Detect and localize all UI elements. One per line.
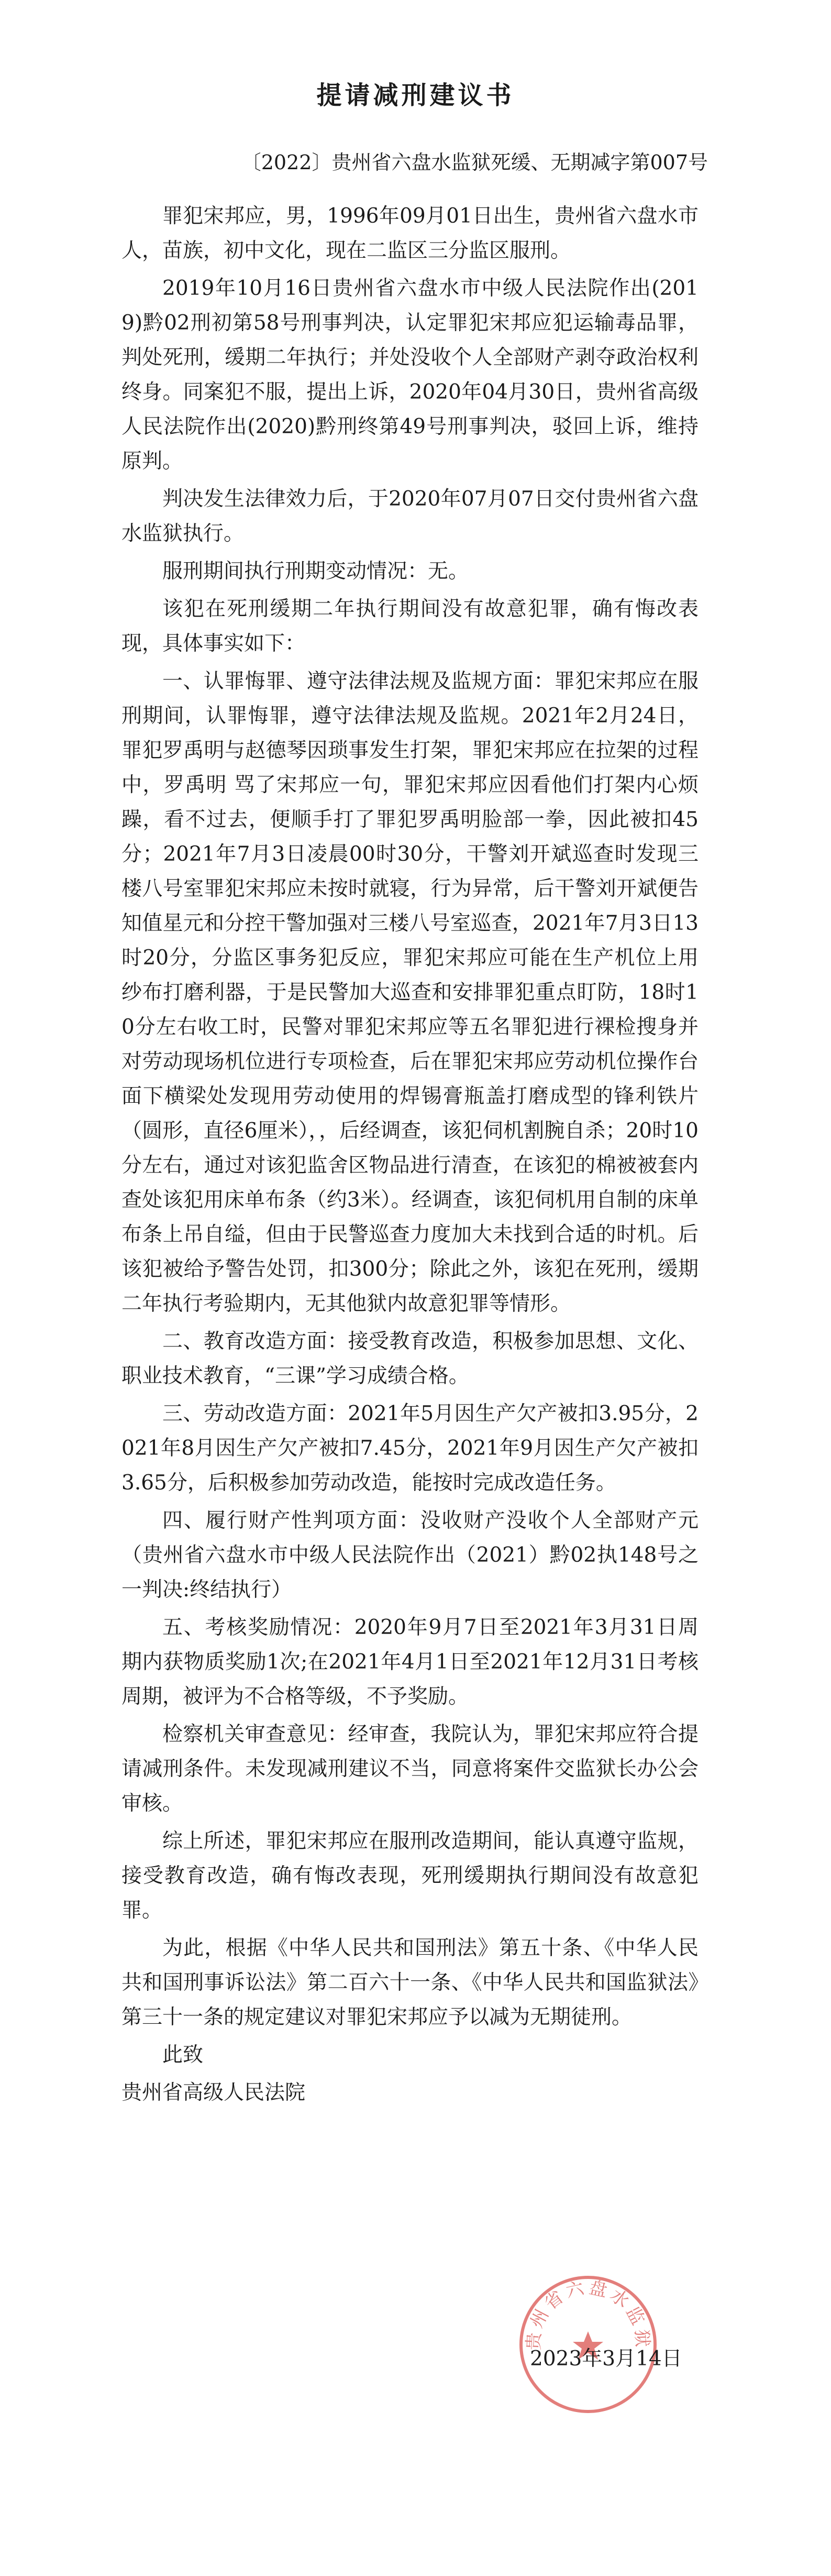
paragraph-education: 二、教育改造方面：接受教育改造，积极参加思想、文化、职业技术教育，“三课”学习成绩合格。 [121, 1330, 699, 1388]
paragraph-facts-intro: 该犯在死刑缓期二年执行期间没有故意犯罪，确有悔改表现，具体事实如下： [121, 597, 699, 655]
paragraph-property: 四、履行财产性判项方面：没收财产没收个人全部财产元（贵州省六盘水市中级人民法院作出（2021）黔02执148号之一判决:终结执行） [121, 1509, 699, 1602]
recipient: 贵州省高级人民法院 [121, 2081, 306, 2104]
document-date: 2023年3月14日 [530, 2347, 682, 2371]
document-title: 提请减刑建议书 [316, 81, 515, 110]
document-body [121, 199, 699, 2113]
paragraph-legal-basis: 为此，根据《中华人民共和国刑法》第五十条、《中华人民共和国刑事诉讼法》第二百六十一条、《中华人民共和国监狱法》第三十一条的规定建议对罪犯宋邦应予以减为无期徒刑。 [121, 1936, 699, 2029]
paragraph-term-changes: 服刑期间执行刑期变动情况：无。 [162, 560, 469, 583]
paragraph-summary: 综上所述，罪犯宋邦应在服刑改造期间，能认真遵守监规，接受教育改造，确有悔改表现，死刑缓期执行期间没有故意犯罪。 [121, 1829, 699, 1922]
document-number: 〔2022〕贵州省六盘水监狱死缓、无期减字第007号 [241, 151, 708, 174]
paragraph-labor: 三、劳动改造方面：2021年5月因生产欠产被扣3.95分，2021年8月因生产欠产被扣7.45分，2021年9月因生产欠产被扣3.65分，后积极参加劳动改造，能按时完成改造任务。 [121, 1402, 699, 1495]
paragraph-judgment: 2019年10月16日贵州省六盘水市中级人民法院作出(2019)黔02刑初第58号刑事判决，认定罪犯宋邦应犯运输毒品罪，判处死刑，缓期二年执行；并处没收个人全部财产剥夺政治权利终身。同案犯不服，提出上诉，2020年04月30日，贵州省高级人民法院作出(2020)黔刑终第49号刑事判决，驳回上诉，维持原判。 [121, 277, 699, 473]
paragraph-personal-info: 罪犯宋邦应，男，1996年09月01日出生，贵州省六盘水市人，苗族，初中文化，现在二监区三分监区服刑。 [121, 204, 699, 262]
paragraph-procuratorate-opinion: 检察机关审查意见：经审查，我院认为，罪犯宋邦应符合提请减刑条件。未发现减刑建议不当，同意将案件交监狱长办公会审核。 [121, 1723, 699, 1815]
closing-salutation: 此致 [162, 2043, 204, 2067]
paragraph-discipline: 一、认罪悔罪、遵守法律法规及监规方面：罪犯宋邦应在服刑期间，认罪悔罪，遵守法律法规及监规。2021年2月24日，罪犯罗禹明与赵德琴因琐事发生打架，罪犯宋邦应在拉架的过程中，罗禹明 骂了宋邦应一句，罪犯宋邦应因看他们打架内心烦躁，看不过去，便顺手打了罪犯罗禹明脸部一拳，因此被扣45分；2021年7月3日凌晨00时30分，干警刘开斌巡查时发现三楼八号室罪犯宋邦应未按时就寝，行为异常，后干警刘开斌便告知值星元和分控干警加强对三楼八号室巡查，2021年7月3日13时20分，分监区事务犯反应，罪犯宋邦应可能在生产机位上用纱布打磨利器，于是民警加大巡查和安排罪犯重点盯防，18时10分左右收工时，民警对罪犯宋邦应等五名罪犯进行裸检搜身并对劳动现场机位进行专项检查，后在罪犯宋邦应劳动机位操作台面下横梁处发现用劳动使用的焊锡膏瓶盖打磨成型的锋利铁片（圆形，直径6厘米），，后经调查，该犯伺机割腕自杀；20时10分左右，通过对该犯监舍区物品进行清查，在该犯的棉被被套内查处该犯用床单布条（约3米）。经调查，该犯伺机用自制的床单布条上吊自缢，但由于民警巡查力度加大未找到合适的时机。后该犯被给予警告处罚，扣300分；除此之外，该犯在死刑，缓期二年执行考验期内，无其他狱内故意犯罪等情形。 [121, 670, 699, 1316]
paragraph-execution: 判决发生法律效力后，于2020年07月07日交付贵州省六盘水监狱执行。 [121, 487, 699, 545]
seal-text: 贵州省六盘水监狱 [523, 2277, 653, 2351]
paragraph-rewards: 五、考核奖励情况：2020年9月7日至2021年3月31日周期内获物质奖励1次;在2021年4月1日至2021年12月31日考核周期，被评为不合格等级，不予奖励。 [121, 1616, 699, 1708]
